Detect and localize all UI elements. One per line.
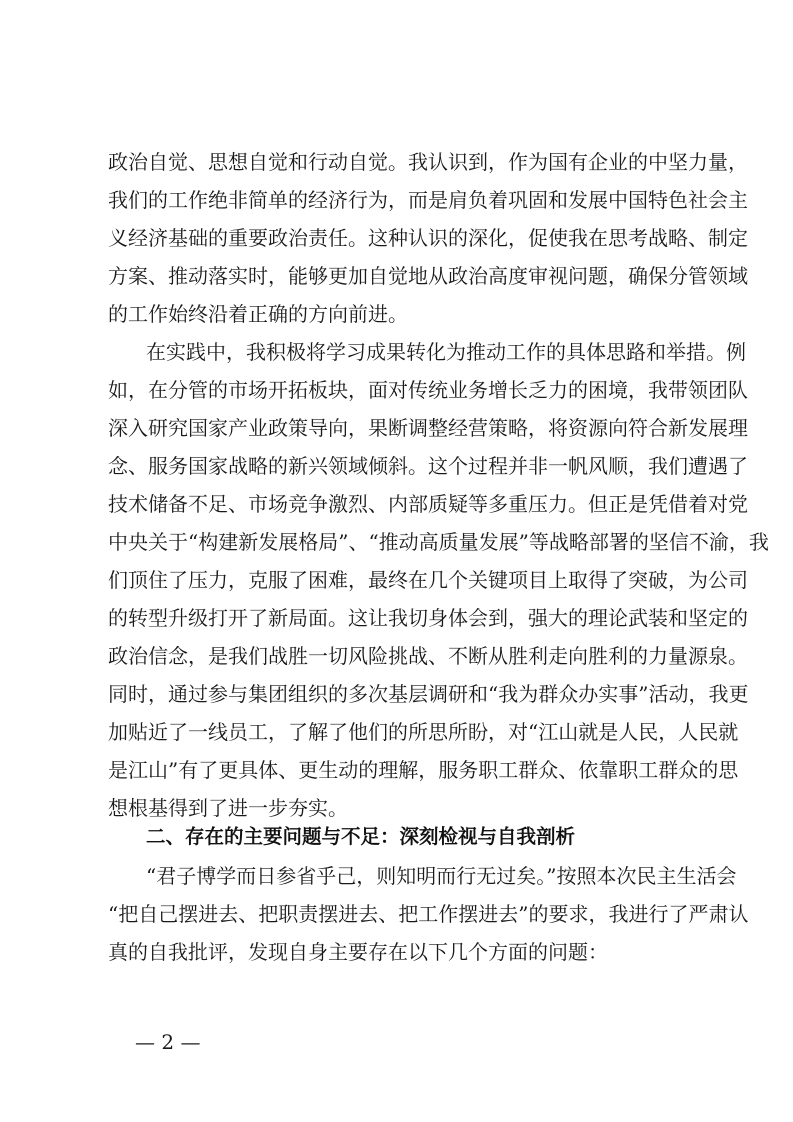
paragraph-line: 政治信念，是我们战胜一切风险挑战、不断从胜利走向胜利的力量源泉。 bbox=[108, 644, 748, 668]
paragraph-line: 技术储备不足、市场竞争激烈、内部质疑等多重压力。但正是凭借着对党 bbox=[108, 492, 748, 516]
paragraph-line: 我们的工作绝非简单的经济行为，而是肩负着巩固和发展中国特色社会主 bbox=[108, 188, 748, 212]
paragraph-line: 们顶住了压力，克服了困难，最终在几个关键项目上取得了突破，为公司 bbox=[108, 568, 748, 592]
paragraph-line: “把自己摆进去、把职责摆进去、把工作摆进去”的要求，我进行了严肃认 bbox=[108, 902, 749, 926]
paragraph-line: 同时，通过参与集团组织的多次基层调研和“我为群众办实事”活动，我更 bbox=[108, 682, 749, 706]
paragraph-line: 加贴近了一线员工，了解了他们的所思所盼，对“江山就是人民，人民就 bbox=[108, 720, 739, 744]
paragraph-line: 的转型升级打开了新局面。这让我切身体会到，强大的理论武装和坚定的 bbox=[108, 606, 748, 630]
paragraph-line: 方案、推动落实时，能够更加自觉地从政治高度审视问题，确保分管领域 bbox=[108, 264, 748, 288]
paragraph-line: 义经济基础的重要政治责任。这种认识的深化，促使我在思考战略、制定 bbox=[108, 226, 748, 250]
paragraph-line: 中央关于“构建新发展格局”、“推动高质量发展”等战略部署的坚信不渝，我 bbox=[108, 530, 769, 554]
section-heading: 二、存在的主要问题与不足：深刻检视与自我剖析 bbox=[146, 825, 576, 848]
paragraph-line: 在实践中，我积极将学习成果转化为推动工作的具体思路和举措。例 bbox=[146, 340, 746, 364]
paragraph-line: 如，在分管的市场开拓板块，面对传统业务增长乏力的困境，我带领团队 bbox=[108, 378, 748, 402]
paragraph-line: 念、服务国家战略的新兴领域倾斜。这个过程并非一帆风顺，我们遭遇了 bbox=[108, 454, 748, 478]
paragraph-line: 政治自觉、思想自觉和行动自觉。我认识到，作为国有企业的中坚力量， bbox=[108, 150, 748, 174]
page-number: — 2 — bbox=[135, 1030, 201, 1054]
paragraph-line: 想根基得到了进一步夯实。 bbox=[108, 796, 348, 820]
paragraph-line: 深入研究国家产业政策导向，果断调整经营策略，将资源向符合新发展理 bbox=[108, 416, 748, 440]
paragraph-line: 真的自我批评，发现自身主要存在以下几个方面的问题： bbox=[108, 940, 608, 964]
paragraph-line: 是江山”有了更具体、更生动的理解，服务职工群众、依靠职工群众的思 bbox=[108, 758, 739, 782]
paragraph-line: “君子博学而日参省乎己，则知明而行无过矣。”按照本次民主生活会 bbox=[146, 864, 737, 888]
paragraph-line: 的工作始终沿着正确的方向前进。 bbox=[108, 302, 408, 326]
